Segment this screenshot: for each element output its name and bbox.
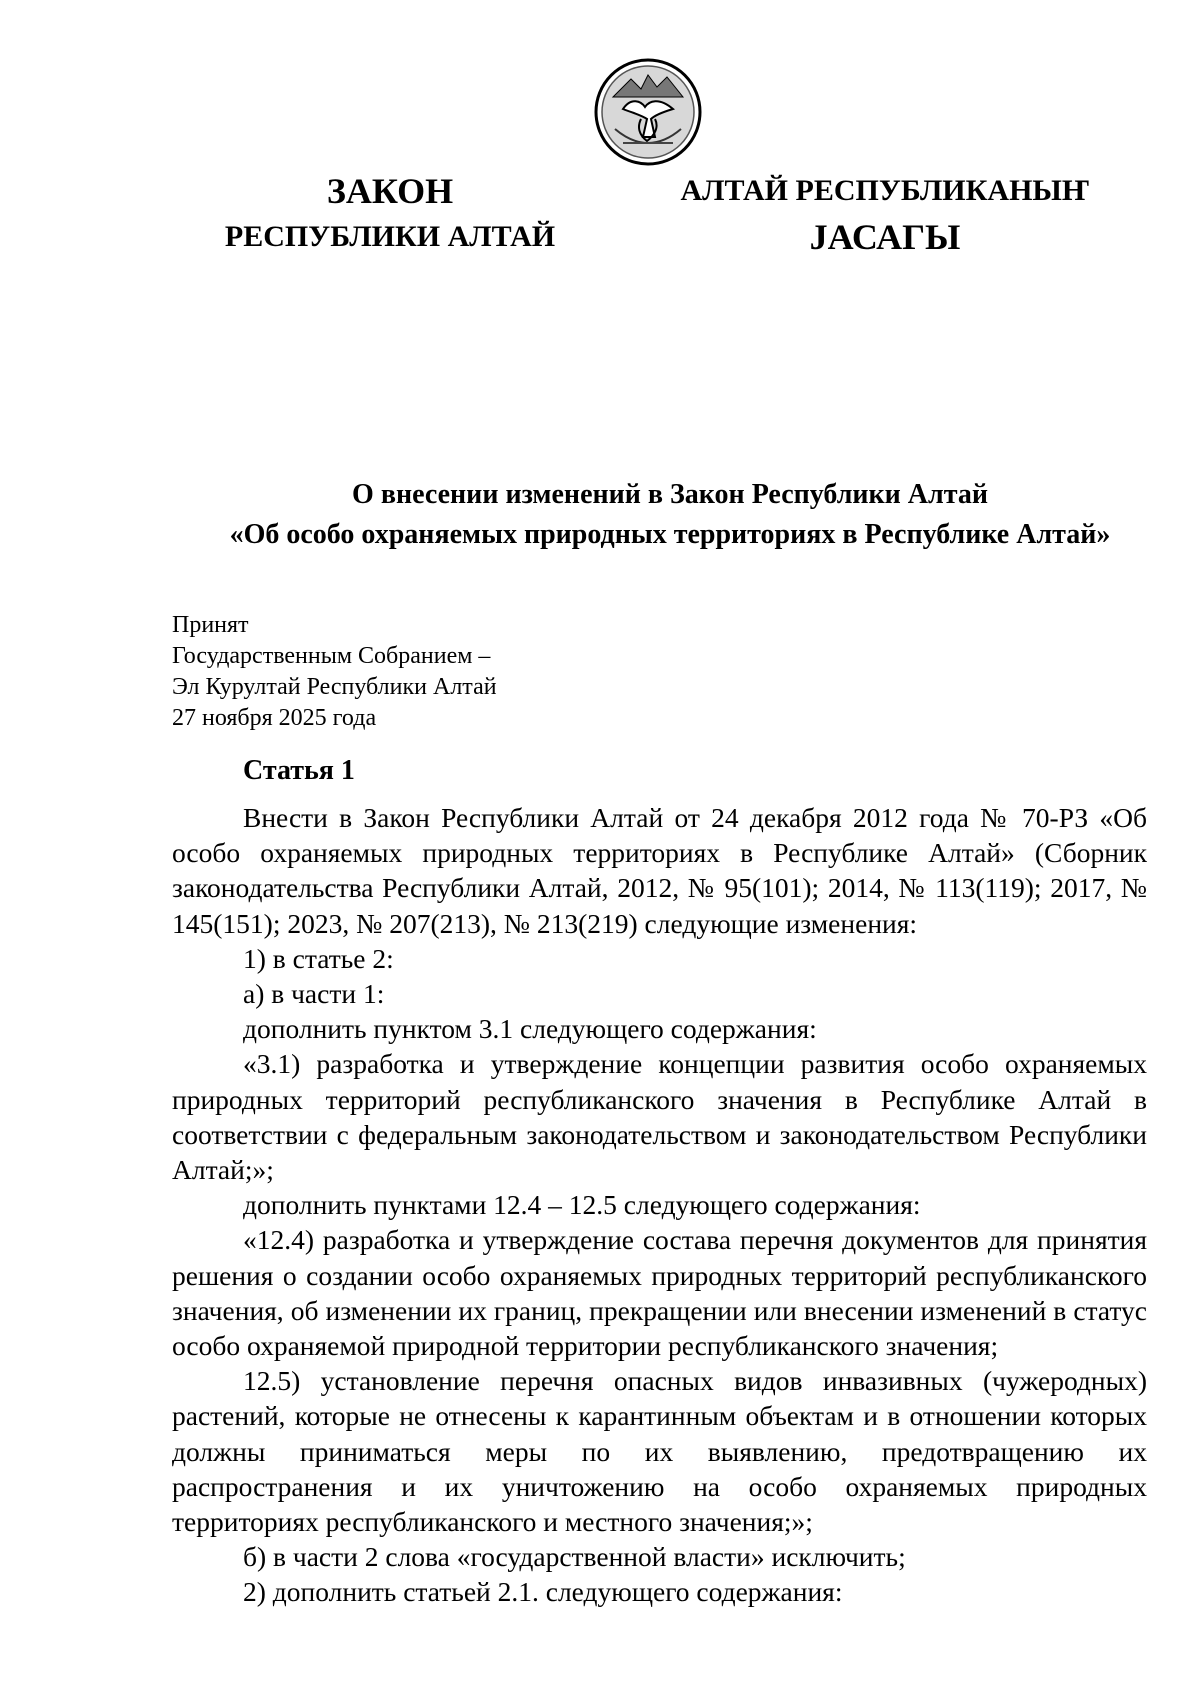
adoption-line-3: Эл Курултай Республики Алтай: [172, 674, 497, 700]
document-title-line-2: «Об особо охраняемых природных территориях в Республике Алтай»: [229, 519, 1111, 550]
paragraph: «3.1) разработка и утверждение концепции развития особо охраняемых природных территорий республиканского значения в Республике Алтай в соответствии с федеральным законодательством и законодательством Республики Алтай;»;: [172, 1048, 1147, 1186]
header-left-subtitle: РЕСПУБЛИКИ АЛТАЙ: [224, 220, 556, 253]
paragraph: Внести в Закон Республики Алтай от 24 декабря 2012 года № 70-РЗ «Об особо охраняемых природных территориях в Республике Алтай» (Сборник законодательства Республики Алтай, 2012, № 95(101); 2014, № 113(119); 2017, № 145(151); 2023, № 207(213), № 213(219) следующие изменения:: [172, 802, 1147, 939]
document-title-line-1: О внесении изменений в Закон Республики Алтай: [352, 479, 988, 510]
header-right-subtitle: АЛТАЙ РЕСПУБЛИКАНЫҤ: [680, 174, 1090, 207]
header-left: [200, 172, 580, 256]
paragraph: 2) дополнить статьей 2.1. следующего содержания:: [243, 1576, 843, 1608]
article-heading: Статья 1: [243, 755, 355, 786]
adoption-block: [172, 610, 497, 734]
paragraph: 1) в статье 2:: [243, 942, 394, 974]
header-left-title: ЗАКОН: [326, 171, 454, 211]
header-right: [650, 172, 1120, 256]
adoption-line-2: Государственным Собранием –: [172, 643, 491, 669]
paragraph: 12.5) установление перечня опасных видов инвазивных (чужеродных) растений, которые не отнесены к карантинным объектам и в отношении которых должны приниматься меры по их выявлению, предотвращению их распространения и их уничтожению на особо охраняемых природных территориях республиканского и местного значения;»;: [172, 1365, 1147, 1538]
adoption-date: 27 ноября 2025 года: [172, 705, 377, 731]
paragraph: б) в части 2 слова «государственной власти» исключить;: [243, 1541, 906, 1573]
paragraph: «12.4) разработка и утверждение состава перечня документов для принятия решения о создании особо охраняемых природных территорий республиканского значения, об изменении их границ, прекращении или внесении изменений в статус особо охраняемой природной территории республиканского значения;: [172, 1224, 1147, 1362]
paragraph: дополнить пунктом 3.1 следующего содержания:: [243, 1013, 817, 1045]
paragraph: дополнить пунктами 12.4 – 12.5 следующего содержания:: [243, 1189, 921, 1221]
header-right-title: JАСАГЫ: [809, 217, 961, 257]
document-title: [170, 475, 1170, 555]
altai-republic-emblem-icon: [593, 57, 703, 167]
article-body: [172, 800, 1147, 1610]
paragraph: а) в части 1:: [243, 978, 385, 1010]
adoption-line-1: Принят: [172, 612, 249, 638]
